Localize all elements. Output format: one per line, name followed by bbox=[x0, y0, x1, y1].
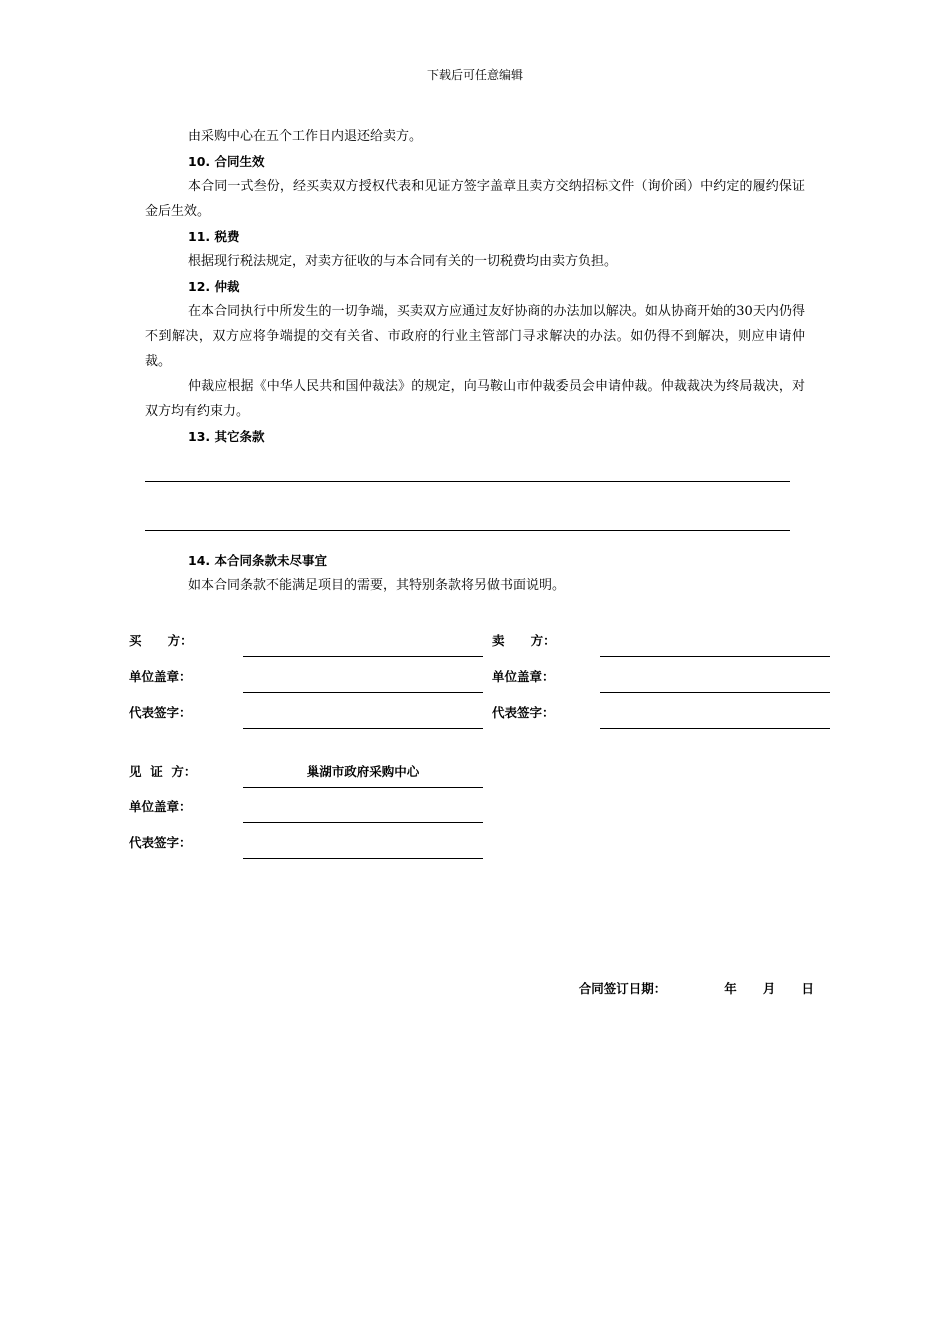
witness-sign-field[interactable] bbox=[243, 858, 483, 859]
section-14-title: 14. 本合同条款未尽事宜 bbox=[188, 553, 327, 568]
seller-seal-field[interactable] bbox=[600, 692, 830, 693]
section-13-title: 13. 其它条款 bbox=[188, 429, 265, 444]
witness-seal-field[interactable] bbox=[243, 822, 483, 823]
section-12-text-2: 仲裁应根据《中华人民共和国仲裁法》的规定，向马鞍山市仲裁委员会申请仲裁。仲裁裁决为终局裁决，对双方均有约束力。 bbox=[145, 379, 805, 419]
signing-date-label: 合同签订日期： bbox=[578, 981, 667, 996]
page-header: 下载后可任意编辑 bbox=[426, 68, 523, 82]
seller-field[interactable] bbox=[600, 656, 830, 657]
section-12-text-1: 在本合同执行中所发生的一切争端，买卖双方应通过友好协商的办法加以解决。如从协商开始的30天内仍得不到解决，双方应将争端提的交有关省、市政府的行业主管部门寻求解决的办法。如仍得不到解决，则应申请仲裁。 bbox=[145, 304, 805, 369]
seller-sign-field[interactable] bbox=[600, 728, 830, 729]
section-11-text: 根据现行税法规定，对卖方征收的与本合同有关的一切税费均由卖方负担。 bbox=[188, 254, 618, 269]
witness-seal-label: 单位盖章： bbox=[129, 799, 192, 814]
witness-sign-label: 代表签字： bbox=[129, 835, 192, 850]
other-terms-line-1[interactable] bbox=[145, 481, 790, 482]
section-14-text: 如本合同条款不能满足项目的需要，其特别条款将另做书面说明。 bbox=[188, 578, 566, 593]
signing-date bbox=[570, 964, 814, 997]
refund-paragraph: 由采购中心在五个工作日内退还给卖方。 bbox=[188, 129, 423, 144]
buyer-seal-label: 单位盖章： bbox=[129, 669, 192, 684]
signing-date-fields[interactable]: 年 月 日 bbox=[724, 981, 814, 996]
witness-label: 见 证 方： bbox=[129, 764, 197, 779]
buyer-field[interactable] bbox=[243, 656, 483, 657]
section-14 bbox=[145, 548, 805, 598]
witness-field[interactable] bbox=[243, 787, 483, 788]
buyer-label: 买 方： bbox=[129, 633, 193, 648]
buyer-sign-field[interactable] bbox=[243, 728, 483, 729]
section-10-text: 本合同一式叁份，经买卖双方授权代表和见证方签字盖章且卖方交纳招标文件（询价函）中约定的履约保证金后生效。 bbox=[145, 179, 805, 219]
seller-sign-label: 代表签字： bbox=[492, 705, 555, 720]
buyer-seal-field[interactable] bbox=[243, 692, 483, 693]
section-11-title: 11. 税费 bbox=[188, 229, 240, 244]
other-terms-line-2[interactable] bbox=[145, 530, 790, 531]
contract-body bbox=[145, 124, 805, 449]
witness-name: 巢湖市政府采购中心 bbox=[306, 764, 420, 779]
section-10-title: 10. 合同生效 bbox=[188, 154, 265, 169]
buyer-sign-label: 代表签字： bbox=[129, 705, 192, 720]
section-12-title: 12. 仲裁 bbox=[188, 279, 240, 294]
seller-seal-label: 单位盖章： bbox=[492, 669, 555, 684]
seller-label: 卖 方： bbox=[492, 633, 556, 648]
